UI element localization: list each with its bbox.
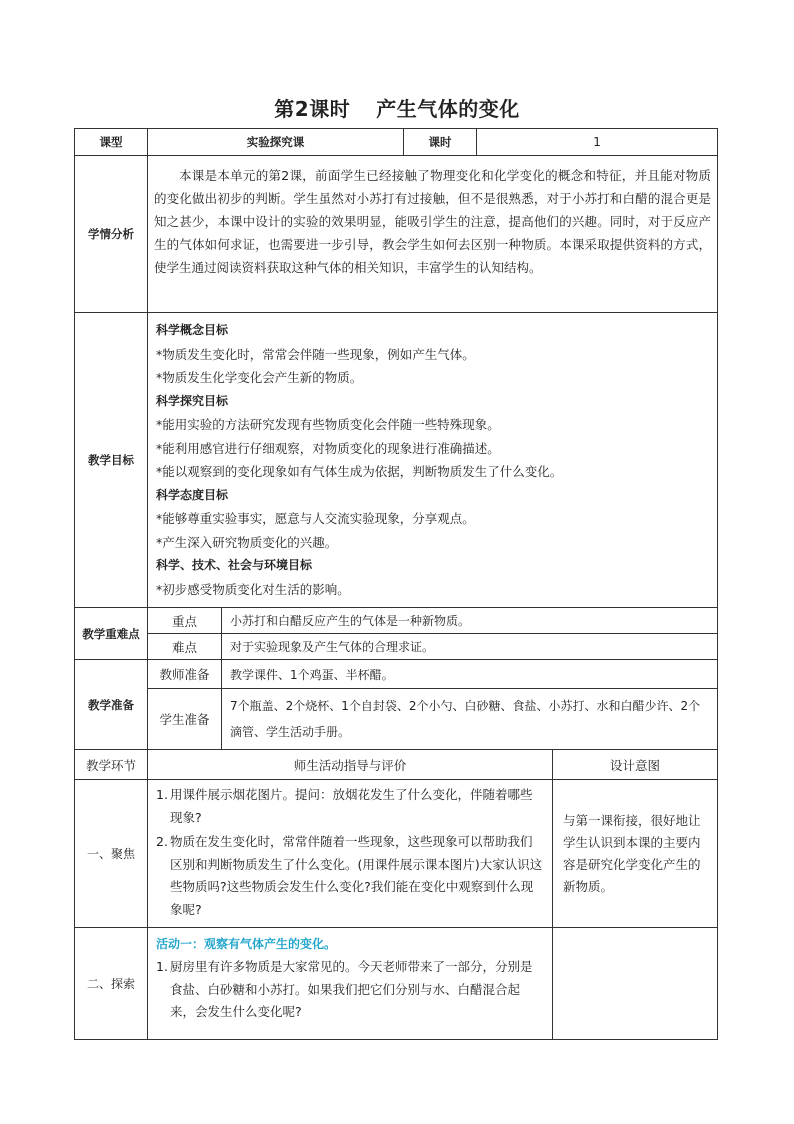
activity-list [156, 784, 544, 921]
item-number: 1. [156, 959, 168, 974]
focus-label: 重点 [148, 608, 222, 634]
activity-item [156, 831, 544, 921]
stage-header: 教学环节 [75, 750, 148, 780]
stage-row [75, 928, 718, 1040]
activity-item [156, 784, 544, 829]
process-header-row [75, 750, 718, 780]
goals-row [75, 313, 718, 608]
goal-heading: 科学概念目标 [156, 323, 229, 337]
key-difficulty-row [75, 634, 718, 660]
key-focus-row [75, 608, 718, 634]
lesson-type-value: 实验探究课 [148, 129, 404, 156]
prep-teacher-row [75, 660, 718, 689]
activity-header: 师生活动指导与评价 [148, 750, 553, 780]
goal-item: *产生深入研究物质变化的兴趣。 [156, 534, 338, 550]
stage-row [75, 780, 718, 928]
goal-item: *初步感受物质变化对生活的影响。 [156, 581, 350, 597]
goal-heading: 科学、技术、社会与环境目标 [156, 558, 313, 572]
page-title [0, 93, 794, 122]
item-number: 1. [156, 787, 168, 802]
analysis-label: 学情分析 [75, 156, 148, 313]
goals-label: 教学目标 [75, 313, 148, 608]
student-prep-text: 7个瓶盖、2个烧杯、1个自封袋、2个小勺、白砂糖、食盐、小苏打、水和白醋少许、2个滴管、学生活动手册。 [222, 689, 718, 750]
goals-content [148, 313, 718, 608]
lesson-plan-table [74, 128, 718, 1040]
lesson-name: 产生气体的变化 [376, 97, 520, 121]
analysis-row [75, 156, 718, 313]
activity-title: 活动一：观察有气体产生的变化。 [156, 937, 337, 951]
lesson-type-row [75, 129, 718, 156]
activity-list [156, 956, 544, 1024]
goal-item: *物质发生变化时，常常会伴随一些现象，例如产生气体。 [156, 346, 475, 362]
goal-item: *能以观察到的变化现象如有气体生成为依据，判断物质发生了什么变化。 [156, 464, 563, 479]
analysis-text: 本课是本单元的第2课，前面学生已经接触了物理变化和化学变化的概念和特征，并且能对物质的变化做出初步的判断。学生虽然对小苏打有过接触，但不是很熟悉，对于小苏打和白醋的混合更是知之甚少，本课中设计的实验的效果明显，能吸引学生的注意，提高他们的兴趣。同时，对于反应产生的气体如何求证，也需要进一步引导，教会学生如何去区别一种物质。本课采取提供资料的方式，使学生通过阅读资料获取这种气体的相关知识，丰富学生的认知结构。 [148, 156, 718, 313]
difficulty-label: 难点 [148, 634, 222, 660]
difficulty-text: 对于实验现象及产生气体的合理求证。 [222, 634, 718, 660]
intent-header: 设计意图 [553, 750, 718, 780]
design-intent [553, 928, 718, 1040]
goal-item: *能用实验的方法研究发现有些物质变化会伴随一些特殊现象。 [156, 417, 500, 432]
stage-name: 二、探索 [75, 928, 148, 1040]
lesson-hours-label: 课时 [404, 129, 477, 156]
design-intent: 与第一课衔接，很好地让学生认识到本课的主要内容是研究化学变化产生的新物质。 [553, 780, 718, 928]
key-points-label: 教学重难点 [75, 608, 148, 660]
item-number: 2. [156, 834, 168, 849]
stage-activity [148, 780, 553, 928]
goal-heading: 科学探究目标 [156, 393, 229, 408]
teacher-prep-text: 教学课件、1个鸡蛋、半杯醋。 [222, 660, 718, 689]
goal-item: *能够尊重实验事实，愿意与人交流实验现象，分享观点。 [156, 511, 475, 526]
item-text: 物质在发生变化时，常常伴随着一些现象，这些现象可以帮助我们区别和判断物质发生了什么变化。(用课件展示课本图片)大家认识这些物质吗?这些物质会发生什么变化?我们能在变化中观察到什么现象呢? [170, 834, 543, 917]
goal-item: *物质发生化学变化会产生新的物质。 [156, 370, 363, 385]
focus-text: 小苏打和白醋反应产生的气体是一种新物质。 [222, 608, 718, 634]
stage-activity [148, 928, 553, 1040]
prep-label: 教学准备 [75, 660, 148, 750]
goal-heading: 科学态度目标 [156, 487, 229, 502]
goal-item: *能利用感官进行仔细观察，对物质变化的现象进行准确描述。 [156, 440, 500, 456]
item-text: 用课件展示烟花图片。提问：放烟花发生了什么变化，伴随着哪些现象? [170, 787, 533, 825]
teacher-prep-label: 教师准备 [148, 660, 222, 689]
prep-student-row [75, 689, 718, 750]
lesson-hours-value: 1 [477, 129, 718, 156]
lesson-type-label: 课型 [75, 129, 148, 156]
student-prep-label: 学生准备 [148, 689, 222, 750]
item-text: 厨房里有许多物质是大家常见的。今天老师带来了一部分，分别是食盐、白砂糖和小苏打。如果我们把它们分别与水、白醋混合起来，会发生什么变化呢? [170, 959, 533, 1019]
stage-name: 一、聚焦 [75, 780, 148, 928]
activity-item [156, 956, 544, 1024]
lesson-number: 第2课时 [274, 97, 351, 121]
